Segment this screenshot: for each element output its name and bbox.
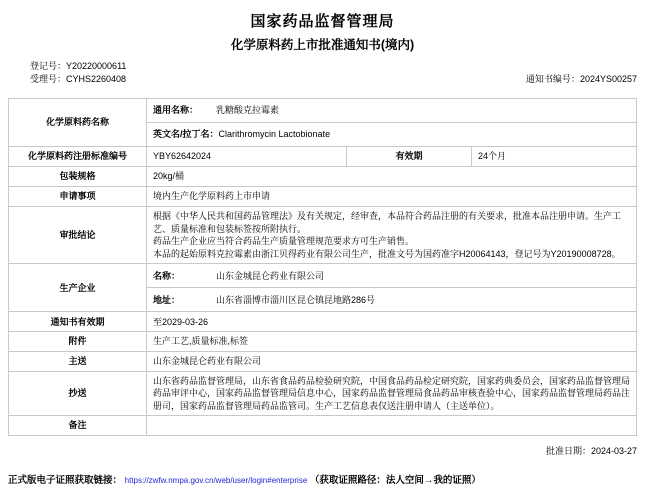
drug-name-label: 化学原料药名称	[9, 99, 147, 147]
main-send-label: 主送	[9, 351, 147, 371]
manufacturer-label: 生产企业	[9, 264, 147, 312]
english-name-cell	[147, 123, 637, 147]
license-link[interactable]: https://zwfw.nmpa.gov.cn/web/user/login#enterprise	[124, 475, 308, 485]
generic-name-value: 乳糖酸克拉霉素	[216, 105, 280, 116]
english-name-label: 英文名/拉丁名：	[153, 129, 219, 140]
manufacturer-name-label: 名称：	[153, 270, 181, 281]
cc-value: 山东省药品监督管理局，山东省食品药品检验研究院，中国食品药品检定研究院，国家药典委员会，国家药品监督管理局药品审评中心，国家药品监督管理局信息中心，国家药品监督管理局食品药品审核查验中心，国家药品监督管理局药品注册司，国家药品监督管理局药品监管司。生产工艺信息表仅送注册申请人（主送单位）。	[147, 371, 637, 416]
license-path-note: （获取证照路径：法人空间→我的证照）	[309, 474, 481, 486]
remark-value	[147, 416, 637, 436]
main-send-value: 山东金城昆仑药业有限公司	[147, 351, 637, 371]
generic-name-label: 通用名称：	[153, 105, 199, 116]
attachment-value: 生产工艺,质量标准,标签	[147, 332, 637, 352]
manufacturer-address-cell	[147, 288, 637, 312]
standard-number-label: 化学原料药注册标准编号	[9, 147, 147, 167]
table-row	[9, 167, 637, 187]
table-row	[9, 207, 637, 264]
notice-validity-value: 至2029-03-26	[147, 312, 637, 332]
conclusion-cell	[147, 207, 637, 264]
electronic-license-line	[8, 472, 637, 486]
agency-title: 国家药品监督管理局	[250, 13, 395, 30]
table-row	[9, 99, 637, 123]
conclusion-paragraph-3: 本品的起始原料克拉霉素由浙江贝得药业有限公司生产，批准文号为国药准字H20064143，登记号为Y20190008728。	[153, 248, 621, 259]
table-row	[9, 351, 637, 371]
document-meta	[8, 60, 637, 86]
notice-validity-label: 通知书有效期	[9, 312, 147, 332]
table-row	[9, 147, 637, 167]
manufacturer-address-value: 山东省淄博市淄川区昆仑镇昆地路286号	[216, 294, 376, 305]
attachment-label: 附件	[9, 332, 147, 352]
conclusion-paragraph-1: 根据《中华人民共和国药品管理法》及有关规定，经审查，本品符合药品注册的有关要求，批准本品注册申请。生产工艺、质量标准和包装标签按所附执行。	[153, 211, 622, 234]
manufacturer-name-value: 山东金城昆仑药业有限公司	[216, 270, 325, 281]
document-title: 化学原料药上市批准通知书(境内)	[230, 38, 415, 52]
conclusion-paragraph-2: 药品生产企业应当符合药品生产质量管理规范要求方可生产销售。	[153, 236, 415, 247]
generic-name-cell	[147, 99, 637, 123]
table-row	[9, 332, 637, 352]
registration-number: 登记号：Y20220000611	[30, 61, 127, 71]
validity-label: 有效期	[347, 147, 472, 167]
conclusion-label: 审批结论	[9, 207, 147, 264]
manufacturer-address-label: 地址：	[153, 294, 181, 305]
license-link-label: 正式版电子证照获取链接：	[8, 474, 123, 486]
package-spec-value: 20kg/桶	[147, 167, 637, 187]
approval-date: 批准日期：2024-03-27	[545, 445, 637, 456]
standard-number-value: YBY62642024	[147, 147, 347, 167]
package-spec-label: 包装规格	[9, 167, 147, 187]
notice-number: 通知书编号：2024YS00257	[525, 74, 637, 84]
table-row	[9, 371, 637, 416]
table-row	[9, 187, 637, 207]
application-item-label: 申请事项	[9, 187, 147, 207]
table-row	[9, 312, 637, 332]
english-name-value: Clarithromycin Lactobionate	[218, 129, 331, 140]
cc-label: 抄送	[9, 371, 147, 416]
acceptance-number: 受理号：CYHS2260408	[30, 74, 127, 84]
table-row	[9, 264, 637, 288]
table-row	[9, 416, 637, 436]
validity-value: 24个月	[472, 147, 637, 167]
approval-table	[8, 98, 637, 436]
application-item-value: 境内生产化学原料药上市申请	[147, 187, 637, 207]
manufacturer-name-cell	[147, 264, 637, 288]
remark-label: 备注	[9, 416, 147, 436]
